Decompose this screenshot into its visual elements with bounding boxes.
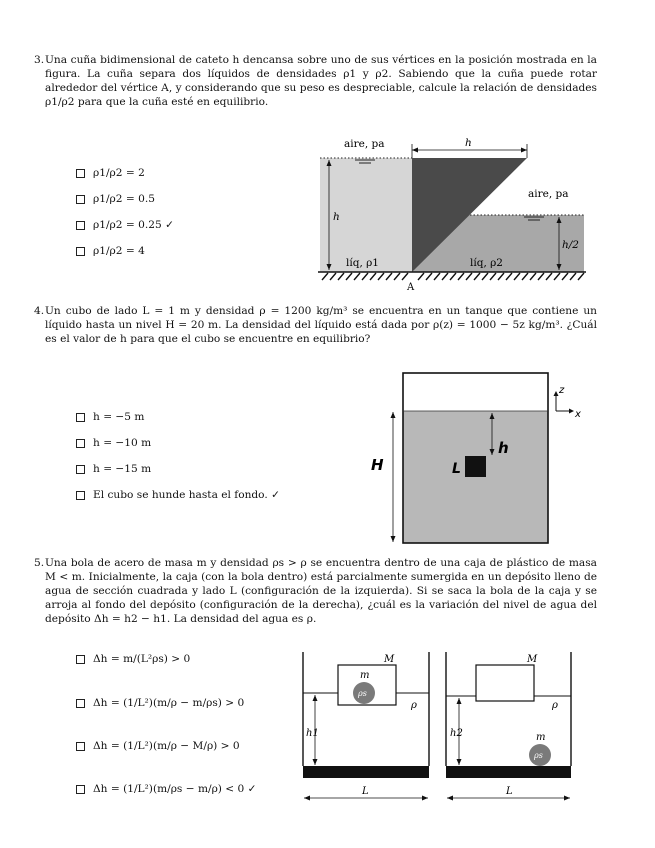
q3-option-3[interactable]: ρ1/ρ2 = 0.25 ✓ [76,219,174,231]
q5-option-2[interactable]: Δh = (1/L²)(m/ρ − m/ρs) > 0 [76,697,244,709]
h-label: h [498,439,509,457]
checkbox[interactable] [76,247,85,256]
q4-option-2[interactable]: h = −10 m [76,437,151,449]
x-axis-label: x [575,409,581,420]
h-half-label: h/2 [562,239,579,251]
checkbox[interactable] [76,169,85,178]
liq2-label: líq, ρ2 [470,257,503,269]
question-text: Una cuña bidimensional de cateto h dencansa sobre uno de sus vértices en la posición mostrada en la figura. La cuña separa dos líquidos de densidades ρ1 y ρ2. Sabiendo que la cuña puede rotar alrededor del vértice A, y considerando que su peso es despreciable, calcule la relación de densidades ρ1/ρ2 para que la cuña esté en equilibrio. [45,54,597,108]
left-configuration [303,652,429,801]
question-3 [34,53,597,109]
question-number: 5. [34,557,45,569]
box-right [476,665,534,701]
air-left-label: aire, pa [344,138,385,150]
question-number: 3. [34,54,45,66]
q3-wedge-figure [310,132,600,292]
checkbox[interactable] [76,439,85,448]
q5-option-3[interactable]: Δh = (1/L²)(m/ρ − M/ρ) > 0 [76,740,240,752]
svg-text:ρs: ρs [358,689,367,698]
svg-text:ρ: ρ [552,700,558,711]
q4-tank-figure [360,365,590,550]
q4-option-4[interactable]: El cubo se hunde hasta el fondo. ✓ [76,489,280,501]
q3-option-1[interactable]: ρ1/ρ2 = 2 [76,167,145,179]
checkbox[interactable] [76,655,85,664]
svg-text:M: M [384,654,395,665]
checkbox[interactable] [76,785,85,794]
cube [465,456,486,477]
svg-text:M: M [527,654,538,665]
checkbox[interactable] [76,465,85,474]
right-configuration [446,652,571,801]
air-right-label: aire, pa [528,188,569,200]
q3-option-2[interactable]: ρ1/ρ2 = 0.5 [76,193,155,205]
h-left-label: h [333,211,340,223]
svg-text:h2: h2 [450,728,463,739]
question-text: Un cubo de lado L = 1 m y densidad ρ = 1200 kg/m³ se encuentra en un tanque que contiene un líquido hasta un nivel H = 20 m. La densidad del líquido está dada por ρ(z) = 1000 − 5z kg/m³. ¿Cuál es el valor de h para que el cubo se encuentre en equilibrio? [45,305,597,345]
svg-text:L: L [362,786,369,797]
q5-option-4[interactable]: Δh = (1/L²)(m/ρs − m/ρ) < 0 ✓ [76,783,257,795]
question-5 [34,556,597,626]
checkbox[interactable] [76,699,85,708]
checkbox[interactable] [76,413,85,422]
L-label: L [452,461,461,477]
q4-option-3[interactable]: h = −15 m [76,463,151,475]
checkbox[interactable] [76,195,85,204]
checkbox[interactable] [76,742,85,751]
svg-text:ρs: ρs [534,751,543,760]
q5-deposit-figure [296,648,586,808]
checkbox[interactable] [76,491,85,500]
checkbox[interactable] [76,221,85,230]
svg-text:h1: h1 [306,728,319,739]
z-axis-label: z [559,385,565,396]
q3-option-4[interactable]: ρ1/ρ2 = 4 [76,245,145,257]
question-number: 4. [34,305,45,317]
svg-text:m: m [536,732,546,743]
svg-text:ρ: ρ [411,700,417,711]
q5-option-1[interactable]: Δh = m/(L²ρs) > 0 [76,653,190,665]
svg-text:m: m [360,670,370,681]
H-label: H [371,456,384,474]
svg-text:L: L [506,786,513,797]
vertex-a-label: A [407,282,415,292]
liq1-label: líq, ρ1 [346,257,379,269]
question-text: Una bola de acero de masa m y densidad ρs > ρ se encuentra dentro de una caja de plástico de masa M < m. Inicialmente, la caja (con la bola dentro) está parcialmente sumergida en un depósito lleno de agua de sección cuadrada y lado L (configuración de la izquierda). Si se saca la bola de la caja y se arroja al fondo del depósito (configuración de la derecha), ¿cuál es la variación del nivel de agua del depósito Δh = h2 − h1. La densidad del agua es ρ. [45,557,597,625]
h-top-label: h [465,137,472,149]
q4-option-1[interactable]: h = −5 m [76,411,144,423]
question-4 [34,304,597,346]
